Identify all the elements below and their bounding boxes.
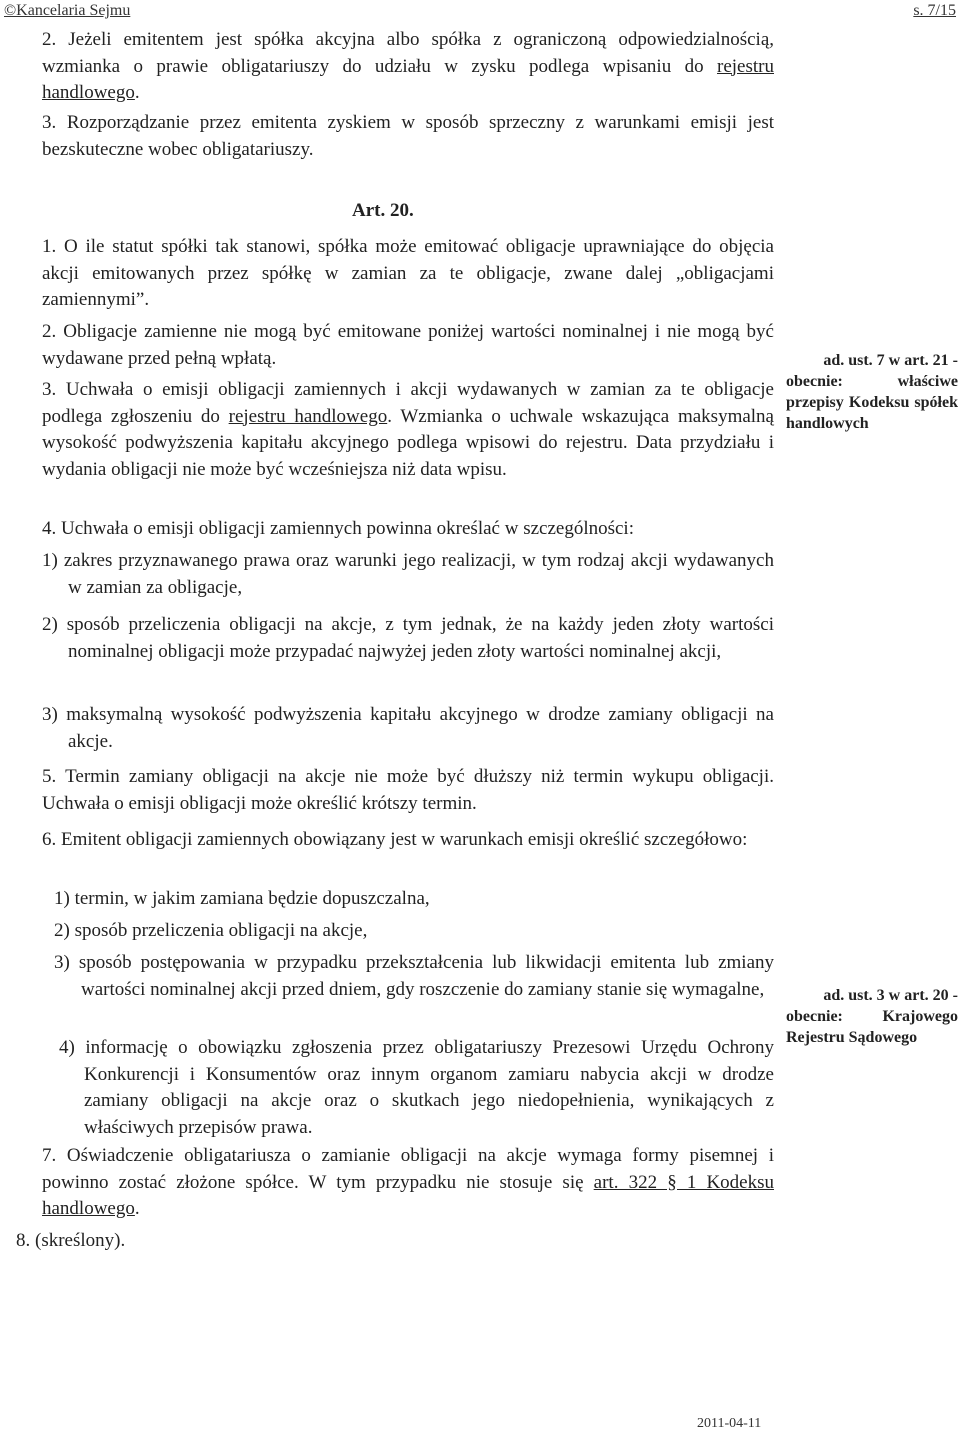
link-rejestr-handlowy[interactable]: rejestru handlowego <box>42 55 774 103</box>
intro-paragraph-2: 2. Jeżeli emitentem jest spółka akcyjna albo spółka z ograniczoną odpowiedzialnością, wzmianka o prawie obligatariuszy do udziału w zysku podlega wpisaniu do rejestru handlowego. <box>42 29 774 103</box>
article-paragraph-1: 1. O ile statut spółki tak stanowi, spółka może emitować obligacje uprawniające do objęcia akcji emitowanych przez spółkę w zamian za te obligacje, zwane dalej „obligacjami zamiennymi”. <box>42 236 774 310</box>
list-item: 1) termin, w jakim zamiana będzie dopuszczalna, <box>54 888 430 909</box>
article-paragraph-4: 4. Uchwała o emisji obligacji zamiennych powinna określać w szczególności: <box>42 518 634 539</box>
list-item: 2) sposób przeliczenia obligacji na akcje, z tym jednak, że na każdy jeden złoty wartości nominalnej obligacji może przypadać najwyżej jeden złoty wartości nominalnej akcji, <box>42 614 774 662</box>
header-source: ©Kancelaria Sejmu <box>4 2 131 19</box>
page-number: s. 7/15 <box>913 2 956 19</box>
article-title: Art. 20. <box>352 200 414 221</box>
footer-date: 2011-04-11 <box>697 1416 762 1431</box>
article-paragraph-3: 3. Uchwała o emisji obligacji zamiennych i akcji wydawanych w zamian za te obligacje podlega zgłoszeniu do rejestru handlowego. Wzmianka o uchwale wskazująca maksymalną wysokość podwyższenia kapitału akcyjnego podlega wpisowi do rejestru. Data przydziału i wydania obligacji nie może być wcześniejsza niż data wpisu. <box>42 379 774 480</box>
list-item: 3) sposób postępowania w przypadku przekształcenia lub likwidacji emitenta lub zmiany wartości nominalnej akcji przed dniem, gdy roszczenie do zamiany stanie się wymagalne, <box>54 952 774 1000</box>
article-paragraph-7: 7. Oświadczenie obligatariusza o zamianie obligacji na akcje wymaga formy pisemnej i powinno zostać złożone spółce. W tym przypadku nie stosuje się art. 322 § 1 Kodeksu handlowego. <box>42 1145 775 1219</box>
article-paragraph-8: 8. (skreślony). <box>16 1230 126 1251</box>
intro-paragraph-3: 3. Rozporządzanie przez emitenta zyskiem w sposób sprzeczny z warunkami emisji jest bezskuteczne wobec obligatariuszy. <box>42 112 774 160</box>
article-paragraph-5: 5. Termin zamiany obligacji na akcje nie może być dłuższy niż termin wykupu obligacji. Uchwała o emisji obligacji może określić krótszy termin. <box>42 766 774 814</box>
list-item: 1) zakres przyznawanego prawa oraz warunki jego realizacji, w tym rodzaj akcji wydawanych w zamian za obligacje, <box>42 550 774 598</box>
link-rejestr-handlowy-2[interactable]: rejestru handlowego <box>228 405 388 427</box>
list-item: 3) maksymalną wysokość podwyższenia kapitału akcyjnego w drodze zamiany obligacji na akcje. <box>42 704 774 752</box>
margin-note-1: ad. ust. 7 w art. 21 - obecnie: właściwe przepisy Kodeksu spółek handlowych <box>786 352 958 432</box>
link-art-322[interactable]: art. 322 § 1 Kodeksu handlowego <box>42 1171 775 1219</box>
list-item: 4) informację o obowiązku zgłoszenia przez obligatariuszy Prezesowi Urzędu Ochrony Konkurencji i Konsumentów oraz innym organom zamiaru nabycia akcji w drodze zamiany obligacji na akcje oraz o skutkach jego niedopełnienia, wynikających z właściwych przepisów prawa. <box>59 1037 774 1138</box>
article-paragraph-6: 6. Emitent obligacji zamiennych obowiązany jest w warunkach emisji określić szczegółowo: <box>42 829 748 850</box>
list-item: 2) sposób przeliczenia obligacji na akcje, <box>54 920 368 941</box>
article-paragraph-2: 2. Obligacje zamienne nie mogą być emitowane poniżej wartości nominalnej i nie mogą być wydawane przed pełną wpłatą. <box>42 321 774 369</box>
margin-note-2: ad. ust. 3 w art. 20 - obecnie: Krajowego Rejestru Sądowego <box>786 987 958 1046</box>
